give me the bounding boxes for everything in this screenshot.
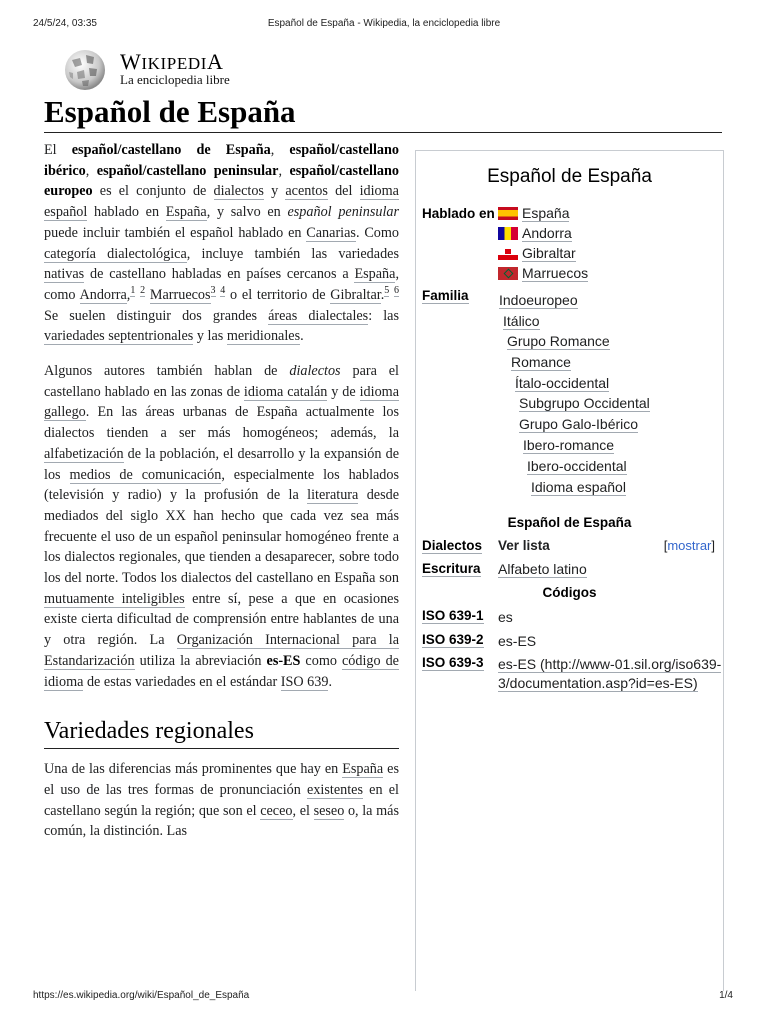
link-meridionales[interactable]: meridionales [226,328,301,345]
ref-3[interactable]: 3 [210,285,216,297]
familia-label: Familia [422,288,469,303]
link-iso-organizacion[interactable]: Organización Internacional para la Estandarización [44,632,400,669]
ref-2[interactable]: 2 [140,285,146,297]
andorra-flag-icon [498,227,518,240]
print-page-number: 1/4 [719,990,733,1001]
iso-639-2-label: ISO 639-2 [422,632,484,647]
link-alfabetizacion[interactable]: alfabetización [44,445,124,462]
intro-paragraph: El español/castellano de España, español/castellano ibérico, español/castellano peninsular, español/castellano europeo es el conjunto de dialectos y acentos del idioma español hablado en España, y salvo en español peninsular puede incluir también el español hablado en Canarias. Como categoría dialectológica, incluye también las variedades nativas de castellano habladas en países cercanos a España, como Andorra,$^1$ $^2$ Marruecos$^3$ $^4$ o el territorio de Gibraltar.$^5$ $^6$ Se suelen distinguir dos grandes áreas dialectales: las variedades septentrionales y las meridionales. [44,142,400,345]
link-acentos[interactable]: acentos [285,183,328,200]
link-dialectos[interactable]: dialectos [213,183,264,200]
dialectos-value: Ver lista [498,538,550,553]
ref-4[interactable]: 4 [220,285,226,297]
familia-item[interactable]: Romance [511,354,571,370]
iso-639-1-value: es [498,609,513,625]
link-categoria-dialectologica[interactable]: categoría dialectológica [44,245,187,262]
section-heading-variedades: Variedades regionales [44,716,399,749]
link-canarias[interactable]: Canarias [306,224,356,241]
print-header [33,18,735,32]
link-gibraltar[interactable]: Gibraltar [330,286,381,303]
mostrar-toggle[interactable]: [mostrar] [663,538,715,553]
article-body [44,140,399,856]
hablado-item-espana[interactable]: España [498,205,569,221]
link-areas-dialectales[interactable]: áreas dialectales [268,307,369,324]
iso-639-1-label: ISO 639-1 [422,608,484,623]
link-seseo[interactable]: seseo [313,802,345,819]
third-paragraph: Una de las diferencias más prominentes que hay en España es el uso de las tres formas de pronunciación existentes en el castellano según la región; que son el ceceo, el seseo o, la más común, la distinción. Las [44,761,399,840]
iso-639-3-value[interactable]: es-ES (http://www-01.sil.org/iso639- 3/documentation.asp?id=es-ES) [498,656,722,691]
familia-item[interactable]: Ibero-occidental [527,458,627,474]
iso-639-3-label: ISO 639-3 [422,655,484,670]
familia-item[interactable]: Ítalo-occidental [515,375,610,391]
spain-flag-icon [498,207,518,220]
familia-item[interactable]: Idioma español [531,479,626,495]
iso-639-2-value: es-ES [498,633,537,649]
familia-item[interactable]: Itálico [503,313,540,329]
familia-item[interactable]: Indoeuropeo [499,292,578,308]
link-mutuamente-inteligibles[interactable]: mutuamente inteligibles [44,590,185,607]
infobox-subtitle: Español de España [507,515,632,530]
link-codigo-de-idioma[interactable]: código de idioma [44,652,399,690]
familia-item[interactable]: Grupo Galo-Ibérico [519,416,639,432]
infobox [415,150,724,991]
link-espana[interactable]: España [165,204,207,221]
morocco-flag-icon [498,267,518,280]
link-iso-639[interactable]: ISO 639 [280,673,329,690]
hablado-item-gibraltar[interactable]: Gibraltar [498,245,576,261]
wikipedia-wordmark: WIKIPEDIA [120,49,224,74]
gibraltar-flag-icon [498,247,518,260]
wikipedia-logo[interactable] [60,46,260,92]
mostrar-link[interactable]: mostrar [667,538,712,553]
second-paragraph: Algunos autores también hablan de dialectos para el castellano hablado en las zonas de idioma catalán y de idioma gallego. En las áreas urbanas de España actualmente los dialectos tienden a ser más homogéneos; además, la alfabetización de la población, el desarrollo y la expansión de los medios de comunicación, especialmente los hablados (televisión y radio) y la profusión de la literatura desde mediados del siglo XX han hecho que cada vez sea más frecuente el uso de un español peninsular homogéneo frente a los dialectos regionales, que tienden a desaparecer, sobre todo los del norte. Todos los dialectos del castellano en España son mutuamente inteligibles entre sí, pese a que en ocasiones existe cierta dificultad de comprensión entre hablantes de una y otra región. La Organización Internacional para la Estandarización utiliza la abreviación es-ES como código de idioma de estas variedades en el estándar ISO 639. [44,363,400,690]
ref-1[interactable]: 1 [130,285,136,297]
familia-item[interactable]: Subgrupo Occidental [519,395,650,411]
dialectos-label: Dialectos [422,538,483,553]
link-espana-2[interactable]: España [354,266,396,283]
escritura-value[interactable]: Alfabeto latino [498,561,587,577]
link-idioma-espanol[interactable]: idioma español [44,183,399,221]
escritura-label: Escritura [422,561,481,576]
link-nativas[interactable]: nativas [44,266,85,283]
link-literatura[interactable]: literatura [307,487,359,504]
link-andorra[interactable]: Andorra [79,286,127,303]
wikipedia-tagline: La enciclopedia libre [120,72,230,87]
link-marruecos[interactable]: Marruecos [149,286,211,303]
wikipedia-globe-icon [60,46,110,92]
print-title: Español de España - Wikipedia, la enciclopedia libre [267,18,501,29]
familia-item[interactable]: Grupo Romance [507,333,610,349]
print-url: https://es.wikipedia.org/wiki/Español_de_España [33,990,250,1001]
ref-5[interactable]: 5 [384,285,390,297]
hablado-item-marruecos[interactable]: Marruecos [498,265,588,281]
codigos-heading: Códigos [542,585,597,600]
link-medios-de-comunicacion[interactable]: medios de comunicación [69,466,222,483]
ref-6[interactable]: 6 [394,285,400,297]
hablado-item-andorra[interactable]: Andorra [498,225,572,241]
infobox-title: Español de España [487,166,652,187]
link-existentes[interactable]: existentes [307,781,363,798]
print-date: 24/5/24, 03:35 [33,18,97,29]
link-espana-3[interactable]: España [342,761,384,778]
page-title: Español de España [44,94,722,133]
hablado-en-label: Hablado en [422,206,495,221]
link-variedades-septentrionales[interactable]: variedades septentrionales [44,328,194,345]
link-ceceo[interactable]: ceceo [260,802,293,819]
link-idioma-gallego[interactable]: idioma gallego [44,383,399,421]
print-footer [33,990,735,1004]
familia-item[interactable]: Ibero-romance [523,437,615,453]
link-idioma-catalan[interactable]: idioma catalán [243,383,328,400]
